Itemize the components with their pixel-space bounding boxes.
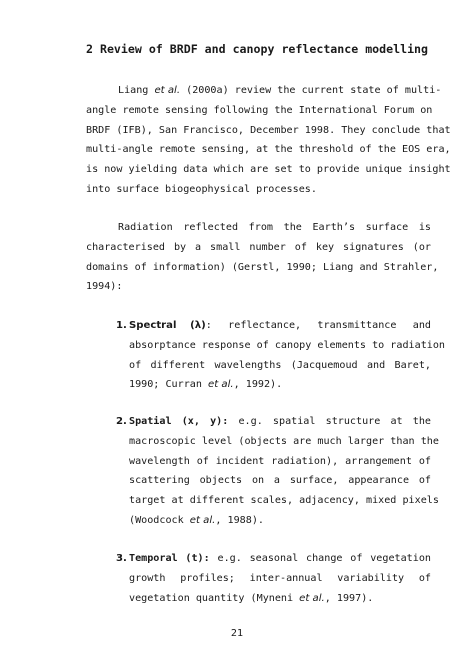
page-number: 21 — [230, 628, 244, 639]
list-line: Spatial (x, y): e.g. spatial structure at the — [129, 416, 432, 427]
paragraph-line: 1994): — [86, 281, 123, 293]
paragraph-liang-review — [86, 81, 451, 200]
list-line: 1990; Curran et al., 1992). — [129, 379, 283, 391]
list-line: absorptance response of canopy elements to radiation — [129, 339, 446, 351]
section-heading: 2 Review of BRDF and canopy reflectance modelling — [86, 42, 429, 56]
et-al-italic: et al. — [208, 379, 234, 391]
paragraph-line: characterised by a small number of key signatures (or — [86, 241, 431, 253]
et-al-italic: et al. — [299, 592, 325, 604]
list-line: Spectral (λ): reflectance, transmittance and — [129, 320, 431, 331]
list-term: Temporal (t): — [129, 553, 210, 564]
paragraph-line: angle remote sensing following the International Forum on — [86, 104, 433, 116]
paragraph-line: is now yielding data which are set to provide unique insight — [86, 164, 451, 176]
paragraph-line: multi-angle remote sensing, at the threshold of the EOS era, — [86, 144, 451, 156]
paragraph-radiation-signatures — [86, 218, 439, 297]
paragraph-line: Liang et al. (2000a) review the current state of multi- — [118, 85, 442, 96]
et-al-italic: et al. — [154, 85, 181, 96]
paragraph-line: domains of information) (Gerstl, 1990; Liang and Strahler, — [86, 261, 439, 273]
et-al-italic: et al. — [189, 514, 216, 526]
list-line: scattering objects on a surface, appearance of — [129, 475, 431, 487]
list-item-body — [129, 412, 439, 531]
paragraph-line: BRDF (IFB), San Francisco, December 1998. They conclude that — [86, 124, 451, 136]
list-line: target at different scales, adjacency, mixed pixels — [129, 495, 439, 507]
list-term: Spatial (x, y): — [129, 416, 229, 427]
list-line: vegetation quantity (Myneni et al., 1997). — [129, 592, 374, 604]
list-line: of different wavelengths (Jacquemoud and Baret, — [129, 359, 431, 371]
list-number: 1. — [116, 320, 127, 331]
list-term: Spectral (λ) — [129, 320, 206, 331]
list-line: (Woodcock et al., 1988). — [129, 514, 264, 526]
list-line: wavelength of incident radiation), arrangement of — [129, 455, 431, 467]
list-item-body — [129, 549, 431, 608]
list-number: 2. — [116, 416, 127, 427]
paragraph-line: Radiation reflected from the Earth’s surface is — [118, 222, 431, 233]
paragraph-line: into surface biogeophysical processes. — [86, 183, 317, 195]
list-line: growth profiles; inter-annual variability of — [129, 572, 431, 584]
list-line: macroscopic level (objects are much larger than the — [129, 435, 439, 447]
list-number: 3. — [116, 553, 127, 564]
list-item-body — [129, 316, 446, 395]
list-line: Temporal (t): e.g. seasonal change of vegetation — [129, 553, 431, 564]
